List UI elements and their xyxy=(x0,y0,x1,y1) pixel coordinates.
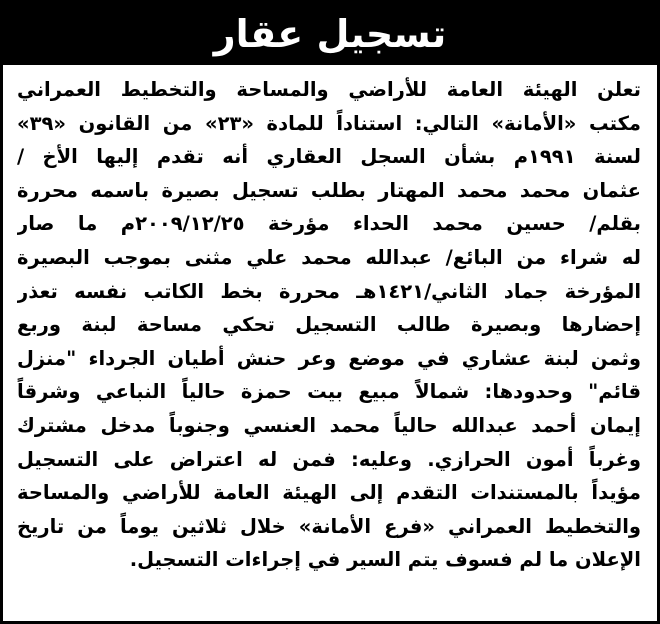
notice-title: تسجيل عقار xyxy=(213,12,447,56)
notice-line: مكتب «الأمانة» التالي: استناداً للمادة «٢٣» من القانون «٣٩» xyxy=(17,111,641,135)
notice-line: تعلن الهيئة العامة للأراضي والمساحة والتخطيط العمراني xyxy=(17,78,641,101)
notice-line: الإعلان ما لم فسوف يتم السير في إجراءات التسجيل. xyxy=(129,548,641,572)
notice-line: له شراء من البائع/ عبدالله محمد علي مثنى بموجب البصيرة xyxy=(17,245,641,269)
notice-line: المؤرخة جماد الثاني/١٤٢١هـ محررة بخط الكاتب نفسه تعذر xyxy=(17,279,641,303)
notice-line: إحضارها وبصيرة طالب التسجيل تحكي مساحة لبنة وربع xyxy=(17,313,641,337)
notice-line: وثمن لبنة عشاري في موضع وعر حنش أطيان الجرداء "منزل xyxy=(17,346,641,370)
notice-line: لسنة ١٩٩١م بشأن السجل العقاري أنه تقدم إليها الأخ / xyxy=(17,145,641,169)
notice-body xyxy=(17,73,641,577)
notice-line: عثمان محمد محمد المهتار بطلب تسجيل بصيرة باسمه محررة xyxy=(17,178,641,202)
notice-line: مؤيداً بالمستندات التقدم إلى الهيئة العامة للأراضي والمساحة xyxy=(17,481,641,505)
notice-line: وغرباً أمون الحرازي. وعليه: فمن له اعتراض على التسجيل xyxy=(17,447,641,471)
notice-line: قائم" وحدودها: شمالاً مبيع بيت حمزة حالياً النباعي وشرقاً xyxy=(17,380,641,404)
notice-line: والتخطيط العمراني «فرع الأمانة» خلال ثلاثين يوماً من تاريخ xyxy=(17,514,641,538)
notice-header xyxy=(3,3,657,65)
notice-line: إيمان أحمد عبدالله حالياً محمد العنسي وجنوباً مدخل مشترك xyxy=(17,413,641,437)
notice-line: بقلم/ حسين محمد الحداء مؤرخة ٢٠٠٩/١٢/٢٥م ما صار xyxy=(17,212,641,236)
